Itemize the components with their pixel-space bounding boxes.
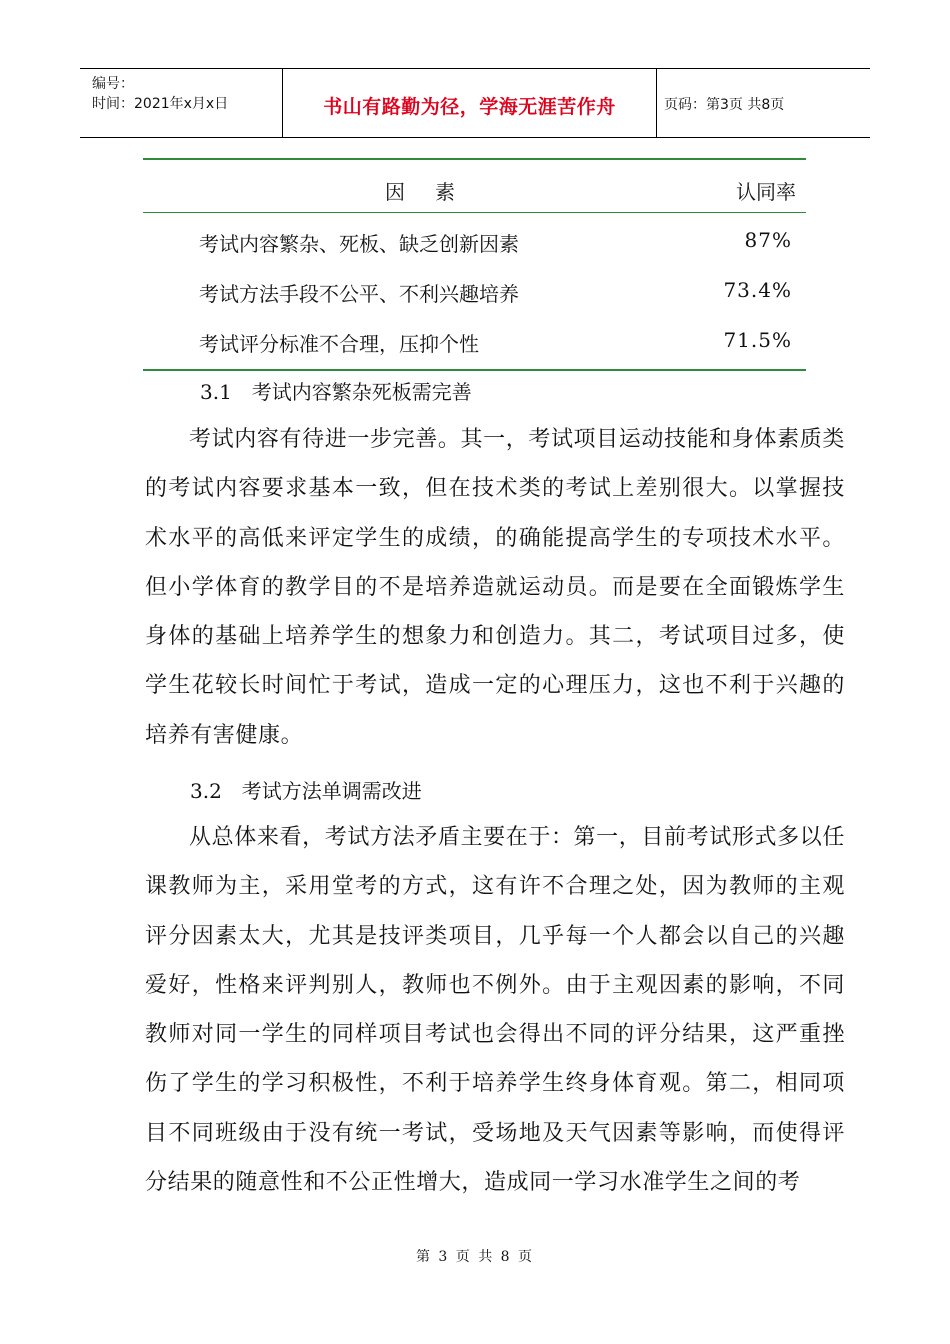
header-info-cell [80, 69, 282, 137]
document-number-label: 编号： [92, 76, 134, 92]
table-cell-factor: 考试内容繁杂、死板、缺乏创新因素 [199, 232, 519, 256]
page-header [80, 68, 870, 138]
page-footer: 第 3 页 共 8 页 [415, 1249, 535, 1265]
table-header-rate: 认同率 [736, 180, 796, 204]
table-header-factor: 因素 [385, 180, 485, 204]
page-number-info: 页码：第3页 共8页 [664, 97, 785, 113]
motto-text: 书山有路勤为径，学海无涯苦作舟 [323, 96, 616, 118]
table-row [143, 265, 806, 315]
table-header-row [143, 160, 806, 213]
factor-table [143, 158, 806, 371]
table-row [143, 315, 806, 365]
header-motto-cell [282, 69, 657, 137]
table-row [143, 215, 806, 265]
table-cell-rate: 73.4% [723, 278, 792, 302]
section-heading-3-1: 3.1 考试内容繁杂死板需完善 [200, 380, 472, 404]
section-3-1-paragraph: 考试内容有待进一步完善。其一，考试项目运动技能和身体素质类的考试内容要求基本一致，但在技术类的考试上差别很大。以掌握技术水平的高低来评定学生的成绩，的确能提高学生的专项技术水平。但小学体育的教学目的不是培养造就运动员。而是要在全面锻炼学生身体的基础上培养学生的想象力和创造力。其二，考试项目过多，使学生花较长时间忙于考试，造成一定的心理压力，这也不利于兴趣的培养有害健康。 [145, 427, 845, 748]
table-cell-factor: 考试方法手段不公平、不利兴趣培养 [199, 282, 519, 306]
header-page-cell [656, 69, 870, 137]
section-3-2-paragraph: 从总体来看，考试方法矛盾主要在于：第一，目前考试形式多以任课教师为主，采用堂考的方式，这有许不合理之处，因为教师的主观评分因素太大，尤其是技评类项目，几乎每一个人都会以自己的兴趣爱好，性格来评判别人，教师也不例外。由于主观因素的影响，不同教师对同一学生的同样项目考试也会得出不同的评分结果，这严重挫伤了学生的学习积极性，不利于培养学生终身体育观。第二，相同项目不同班级由于没有统一考试，受场地及天气因素等影响，而使得评分结果的随意性和不公正性增大，造成同一学习水准学生之间的考 [145, 825, 845, 1196]
table-cell-factor: 考试评分标准不合理，压抑个性 [199, 332, 479, 356]
section-heading-3-2: 3.2 考试方法单调需改进 [190, 779, 422, 803]
table-cell-rate: 71.5% [723, 328, 792, 352]
table-cell-rate: 87% [744, 228, 792, 252]
document-date: 时间：2021年x月x日 [92, 96, 229, 112]
table-body [143, 213, 806, 369]
